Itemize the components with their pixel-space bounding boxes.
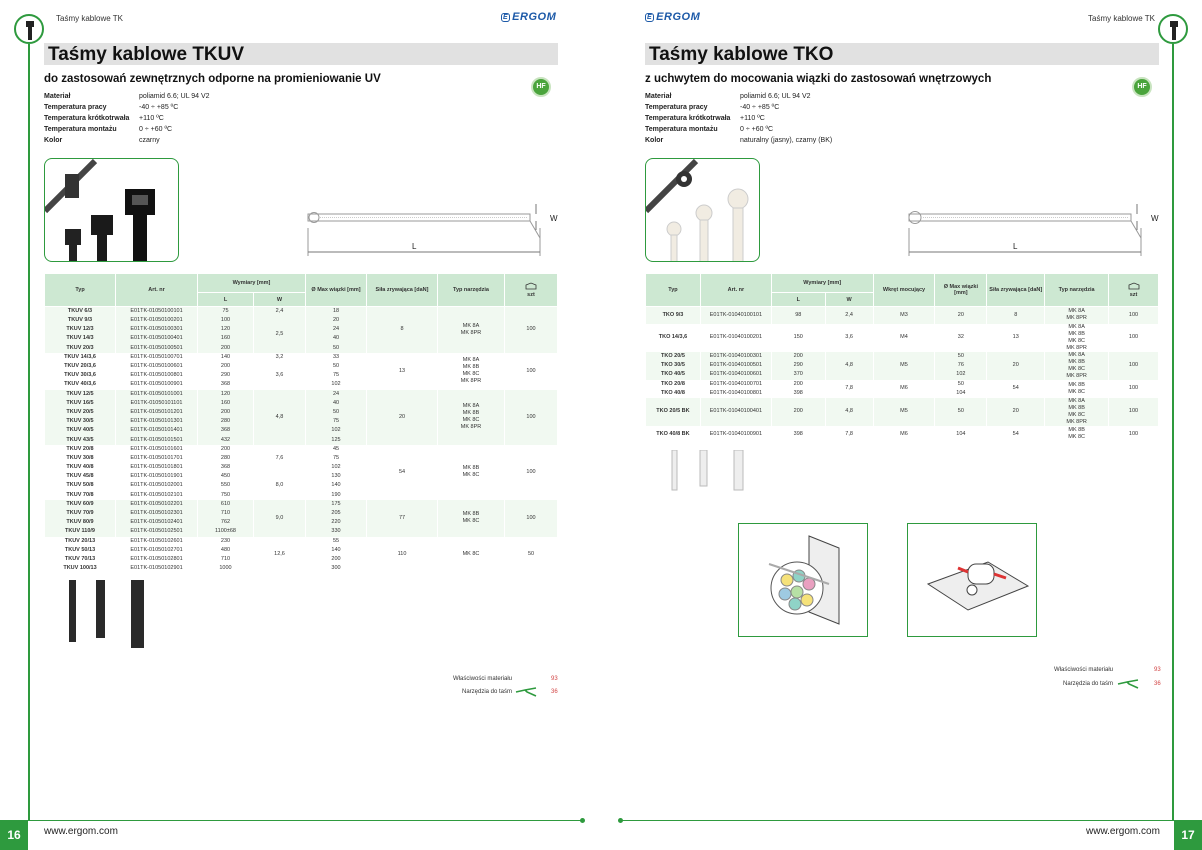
cell-art: E01TK-01040100801 <box>700 389 771 398</box>
cell-art: E01TK-01040100701 <box>700 380 771 389</box>
cell-typ: TKUV 80/9 <box>45 518 116 527</box>
cell-typ: TKUV 30/5 <box>45 417 116 426</box>
cell-typ: TKUV 100/13 <box>45 564 116 573</box>
cell-art: E01TK-01050102701 <box>116 546 198 555</box>
cell-l: 120 <box>198 325 254 334</box>
cell-l: 280 <box>198 454 254 463</box>
cell-szt: 100 <box>505 445 558 500</box>
cell-typ: TKUV 110/9 <box>45 527 116 536</box>
cell-l: 610 <box>198 500 254 509</box>
property-row: Temperatura krótkotrwała +110 ºC <box>645 115 765 122</box>
cell-w: 12,6 <box>254 537 306 574</box>
cell-l: 290 <box>771 361 825 370</box>
cell-l: 200 <box>771 398 825 426</box>
right-margin-line <box>1172 44 1174 820</box>
cell-typ: TKUV 14/3 <box>45 334 116 343</box>
cell-max: 205 <box>306 509 367 518</box>
cell-art: E01TK-01040100501 <box>700 361 771 370</box>
page-title: Taśmy kablowe TKO <box>645 43 1159 65</box>
cell-max: 75 <box>306 371 367 380</box>
cell-max: 20 <box>935 307 987 324</box>
page-subtitle: z uchwytem do mocowania wiązki do zastosowań wnętrzowych <box>645 73 992 85</box>
cell-max: 24 <box>306 390 367 399</box>
cell-typ: TKUV 20/5 <box>45 408 116 417</box>
cell-l: 120 <box>198 390 254 399</box>
col-sila: Siła zrywająca [daN] <box>987 274 1045 307</box>
cell-sila: 8 <box>367 307 438 353</box>
cell-szt: 100 <box>1109 398 1159 426</box>
col-narzedzie: Typ narzędzia <box>438 274 505 307</box>
table-row <box>45 307 558 317</box>
ergom-logo: E ERGOM <box>503 11 557 23</box>
cell-sila: 77 <box>367 500 438 537</box>
cell-typ: TKO 14/3,6 <box>646 324 701 352</box>
cell-l: 762 <box>198 518 254 527</box>
cell-typ: TKO 20/5 BK <box>646 398 701 426</box>
halogen-free-badge: HF <box>1132 77 1152 97</box>
footer-ref-material[interactable]: Właściwości materiału 93 <box>1054 667 1161 673</box>
cell-typ: TKUV 50/13 <box>45 546 116 555</box>
website-link[interactable]: www.ergom.com <box>1086 826 1160 837</box>
cell-max: 50 <box>935 398 987 426</box>
cell-l: 200 <box>198 362 254 371</box>
col-wymiary: Wymiary [mm] <box>771 274 873 293</box>
cell-szt: 100 <box>1109 324 1159 352</box>
cell-szt: 100 <box>1109 307 1159 324</box>
cell-max: 45 <box>306 445 367 454</box>
screw-mount-illustration <box>907 523 1037 637</box>
cell-max: 220 <box>306 518 367 527</box>
dimension-drawing <box>897 198 1162 264</box>
cell-l: 1000 <box>198 564 254 573</box>
cell-typ: TKUV 14/3,6 <box>45 353 116 362</box>
cell-max: 175 <box>306 500 367 509</box>
cell-art: E01TK-01050102501 <box>116 527 198 536</box>
cell-narzedzie: MK 8A MK 8PR <box>438 307 505 353</box>
cell-max: 50 <box>306 408 367 417</box>
col-max: Ø Max wiązki [mm] <box>306 274 367 307</box>
cell-art: E01TK-01050100101 <box>116 307 198 317</box>
cell-w: 4,8 <box>825 398 873 426</box>
cell-art: E01TK-01040100401 <box>700 398 771 426</box>
cell-l: 200 <box>198 445 254 454</box>
property-row: Temperatura montażu 0 ÷ +60 ºC <box>44 126 173 133</box>
cell-typ: TKUV 70/8 <box>45 491 116 500</box>
cell-w: 2,4 <box>254 307 306 317</box>
col-narzedzie: Typ narzędzia <box>1045 274 1109 307</box>
table-row <box>45 500 558 509</box>
package-icon <box>1128 282 1140 290</box>
cell-typ: TKO 40/8 BK <box>646 426 701 443</box>
cell-l: 200 <box>198 344 254 353</box>
cell-sila: 13 <box>987 324 1045 352</box>
cell-art: E01TK-01050102901 <box>116 564 198 573</box>
cell-w: 7,8 <box>825 426 873 443</box>
col-szt: szt <box>505 274 558 307</box>
cell-typ: TKUV 20/8 <box>45 445 116 454</box>
cell-typ: TKUV 45/8 <box>45 472 116 481</box>
table-row <box>646 380 1159 389</box>
cell-l: 550 <box>198 481 254 490</box>
cell-max: 190 <box>306 491 367 500</box>
cell-wkret: M5 <box>873 352 935 380</box>
cell-art: E01TK-01050101301 <box>116 417 198 426</box>
table-row <box>646 426 1159 443</box>
product-photo <box>645 158 760 262</box>
table-row <box>45 537 558 546</box>
cell-wkret: M5 <box>873 398 935 426</box>
cable-tie-icon <box>1158 14 1188 44</box>
cell-narzedzie: MK 8A MK 8B MK 8C MK 8PR <box>1045 398 1109 426</box>
cell-sila: 54 <box>367 445 438 500</box>
page-subtitle: do zastosowań zewnętrznych odporne na promieniowanie UV <box>44 73 381 85</box>
cell-narzedzie: MK 8B MK 8C <box>438 445 505 500</box>
cell-narzedzie: MK 8C <box>438 537 505 574</box>
cell-art: E01TK-01050100301 <box>116 325 198 334</box>
cell-w: 7,8 <box>825 380 873 398</box>
property-row: Temperatura pracy -40 ÷ +85 ºC <box>645 104 780 111</box>
cell-l: 98 <box>771 307 825 324</box>
cell-wkret: M3 <box>873 307 935 324</box>
footer-line-dot <box>580 818 585 823</box>
cell-art: E01TK-01050102401 <box>116 518 198 527</box>
cell-typ: TKO 9/3 <box>646 307 701 324</box>
header-section-title: Taśmy kablowe TK <box>1088 14 1155 23</box>
table-row <box>45 445 558 454</box>
cell-typ: TKUV 6/3 <box>45 307 116 317</box>
cell-max: 300 <box>306 564 367 573</box>
cell-art: E01TK-01040100101 <box>700 307 771 324</box>
cell-typ: TKUV 70/9 <box>45 509 116 518</box>
cell-max: 20 <box>306 316 367 325</box>
page-title: Taśmy kablowe TKUV <box>44 43 558 65</box>
right-page <box>601 0 1202 850</box>
tkuv-spec-table <box>44 273 558 573</box>
cell-art: E01TK-01050102601 <box>116 537 198 546</box>
cell-typ: TKUV 50/8 <box>45 481 116 490</box>
cell-narzedzie: MK 8A MK 8B MK 8C MK 8PR <box>438 353 505 390</box>
col-max: Ø Max wiązki [mm] <box>935 274 987 307</box>
cell-max: 32 <box>935 324 987 352</box>
cell-art: E01TK-01050102301 <box>116 509 198 518</box>
cell-szt: 100 <box>505 500 558 537</box>
cell-l: 398 <box>771 389 825 398</box>
cell-typ: TKUV 9/3 <box>45 316 116 325</box>
cell-l: 432 <box>198 435 254 444</box>
cell-sila: 20 <box>367 390 438 445</box>
property-row: Materiał poliamid 6.6; UL 94 V2 <box>44 93 210 100</box>
cell-art: E01TK-01050101701 <box>116 454 198 463</box>
cell-narzedzie: MK 8A MK 8B MK 8C MK 8PR <box>1045 324 1109 352</box>
table-row <box>646 324 1159 352</box>
cell-art: E01TK-01050101001 <box>116 390 198 399</box>
cell-typ: TKUV 20/13 <box>45 537 116 546</box>
cell-art: E01TK-01050101601 <box>116 445 198 454</box>
cell-szt: 100 <box>505 353 558 390</box>
cell-art: E01TK-01050100401 <box>116 334 198 343</box>
cell-typ: TKUV 40/3,6 <box>45 380 116 389</box>
cell-art: E01TK-01050101201 <box>116 408 198 417</box>
cell-max: 50 <box>306 362 367 371</box>
dimension-l-label: L <box>1013 242 1018 251</box>
cell-art: E01TK-01040100201 <box>700 324 771 352</box>
cell-max: 104 <box>935 389 987 398</box>
cell-max: 50 <box>935 380 987 389</box>
cell-typ: TKO 20/5 <box>646 352 701 361</box>
property-row: Temperatura montażu 0 ÷ +60 ºC <box>645 126 774 133</box>
cell-art: E01TK-01050100601 <box>116 362 198 371</box>
cell-art: E01TK-01050100701 <box>116 353 198 362</box>
cell-typ: TKUV 12/5 <box>45 390 116 399</box>
cell-l: 200 <box>771 380 825 389</box>
footer-line <box>620 820 1174 821</box>
cell-szt: 100 <box>1109 426 1159 443</box>
cell-max: 102 <box>306 426 367 435</box>
cell-art: E01TK-01050100901 <box>116 380 198 389</box>
cell-art: E01TK-01040100301 <box>700 352 771 361</box>
cell-art: E01TK-01050101501 <box>116 435 198 444</box>
cell-max: 140 <box>306 546 367 555</box>
cell-w: 9,0 <box>254 500 306 537</box>
dimension-drawing <box>296 198 561 264</box>
cell-w: 3,6 <box>254 362 306 390</box>
cell-max: 140 <box>306 481 367 490</box>
cell-sila: 20 <box>987 398 1045 426</box>
cell-szt: 100 <box>1109 352 1159 380</box>
cell-typ: TKUV 20/3 <box>45 344 116 353</box>
footer-ref-tools[interactable]: Narzędzia do taśm 36 <box>1063 681 1161 687</box>
table-row <box>45 353 558 362</box>
col-art: Art. nr <box>116 274 198 307</box>
cell-max: 40 <box>306 399 367 408</box>
cell-max: 50 <box>935 352 987 361</box>
cell-art: E01TK-01050100201 <box>116 316 198 325</box>
cell-l: 398 <box>771 426 825 443</box>
cell-l: 1100±68 <box>198 527 254 536</box>
cell-max: 75 <box>306 417 367 426</box>
cell-art: E01TK-01050102001 <box>116 481 198 490</box>
cell-wkret: M6 <box>873 380 935 398</box>
cell-art: E01TK-01050102801 <box>116 555 198 564</box>
footer-line-dot <box>618 818 623 823</box>
col-w: W <box>254 293 306 307</box>
cell-max: 102 <box>306 380 367 389</box>
cell-l: 280 <box>198 417 254 426</box>
tko-spec-table <box>645 273 1159 443</box>
cell-w: 4,8 <box>254 390 306 445</box>
cell-sila: 8 <box>987 307 1045 324</box>
cell-sila: 54 <box>987 380 1045 398</box>
cell-l: 370 <box>771 370 825 379</box>
cell-typ: TKO 40/5 <box>646 370 701 379</box>
properties-list <box>645 91 832 146</box>
halogen-free-badge: HF <box>531 77 551 97</box>
cell-typ: TKUV 40/8 <box>45 463 116 472</box>
cell-sila: 110 <box>367 537 438 574</box>
cell-l: 368 <box>198 463 254 472</box>
cell-narzedzie: MK 8A MK 8B MK 8C MK 8PR <box>1045 352 1109 380</box>
cell-l: 150 <box>771 324 825 352</box>
cell-w: 3,6 <box>825 324 873 352</box>
dimension-l-label: L <box>412 242 417 251</box>
cell-l: 368 <box>198 426 254 435</box>
cell-l: 75 <box>198 307 254 317</box>
cell-l: 100 <box>198 316 254 325</box>
col-sila: Siła zrywająca [daN] <box>367 274 438 307</box>
table-row <box>646 352 1159 361</box>
cell-max: 102 <box>306 463 367 472</box>
col-wkret: Wkręt mocujący <box>873 274 935 307</box>
cell-max: 104 <box>935 426 987 443</box>
page-number: 16 <box>0 820 28 850</box>
white-cable-ties-image <box>666 450 756 495</box>
cell-l: 200 <box>198 408 254 417</box>
cell-max: 76 <box>935 361 987 370</box>
cell-narzedzie: MK 8B MK 8C <box>1045 380 1109 398</box>
pliers-icon <box>515 687 537 697</box>
col-typ: Typ <box>45 274 116 307</box>
footer-ref-tools[interactable]: Narzędzia do taśm 36 <box>462 689 558 695</box>
black-cable-ties-image <box>65 580 155 650</box>
property-row: Temperatura pracy -40 ÷ +85 ºC <box>44 104 179 111</box>
cell-sila: 20 <box>987 352 1045 380</box>
cell-typ: TKUV 60/9 <box>45 500 116 509</box>
header-section-title: Taśmy kablowe TK <box>56 14 123 23</box>
cell-max: 50 <box>306 344 367 353</box>
dimension-w-label: W <box>1151 214 1159 223</box>
cell-max: 75 <box>306 454 367 463</box>
cell-w: 3,2 <box>254 353 306 362</box>
cell-typ: TKUV 20/3,6 <box>45 362 116 371</box>
cell-max: 18 <box>306 307 367 317</box>
col-l: L <box>771 293 825 307</box>
cell-max: 330 <box>306 527 367 536</box>
cell-szt: 100 <box>505 390 558 445</box>
product-photo <box>44 158 179 262</box>
cable-tie-icon <box>14 14 44 44</box>
cell-l: 290 <box>198 371 254 380</box>
cell-typ: TKUV 16/5 <box>45 399 116 408</box>
col-wymiary: Wymiary [mm] <box>198 274 306 293</box>
cell-max: 130 <box>306 472 367 481</box>
table-row <box>45 390 558 399</box>
cell-l: 710 <box>198 555 254 564</box>
ergom-logo: E ERGOM <box>647 11 701 23</box>
table-row <box>646 307 1159 324</box>
table-row <box>646 398 1159 426</box>
cell-art: E01TK-01050101401 <box>116 426 198 435</box>
properties-list <box>44 91 210 146</box>
cell-max: 200 <box>306 555 367 564</box>
cell-typ: TKUV 12/3 <box>45 325 116 334</box>
cell-typ: TKUV 30/8 <box>45 454 116 463</box>
col-szt: szt <box>1109 274 1159 307</box>
property-row: Materiał poliamid 6.6; UL 94 V2 <box>645 93 811 100</box>
col-w: W <box>825 293 873 307</box>
cell-l: 200 <box>771 352 825 361</box>
cell-max: 40 <box>306 334 367 343</box>
cell-szt: 50 <box>505 537 558 574</box>
cell-max: 55 <box>306 537 367 546</box>
col-l: L <box>198 293 254 307</box>
package-icon <box>525 282 537 290</box>
property-row: Kolor czarny <box>44 137 160 144</box>
cell-w: 8,0 <box>254 472 306 500</box>
cell-l: 450 <box>198 472 254 481</box>
property-row: Kolor naturalny (jasny), czarny (BK) <box>645 137 833 144</box>
cell-art: E01TK-01050100501 <box>116 344 198 353</box>
cell-art: E01TK-01050101901 <box>116 472 198 481</box>
col-typ: Typ <box>646 274 701 307</box>
pliers-icon <box>1117 679 1139 689</box>
bundle-mount-illustration <box>738 523 868 637</box>
cell-l: 160 <box>198 399 254 408</box>
cell-sila: 54 <box>987 426 1045 443</box>
cell-art: E01TK-01050101101 <box>116 399 198 408</box>
cell-l: 160 <box>198 334 254 343</box>
cell-wkret: M6 <box>873 426 935 443</box>
footer-ref-material[interactable]: Właściwości materiału 93 <box>453 676 558 682</box>
cell-l: 230 <box>198 537 254 546</box>
property-row: Temperatura krótkotrwała +110 ºC <box>44 115 164 122</box>
cell-w: 2,5 <box>254 316 306 353</box>
cell-w: 7,6 <box>254 445 306 473</box>
footer-line <box>28 820 582 821</box>
cell-l: 710 <box>198 509 254 518</box>
cell-wkret: M4 <box>873 324 935 352</box>
cell-typ: TKUV 43/5 <box>45 435 116 444</box>
cell-art: E01TK-01050101801 <box>116 463 198 472</box>
cell-l: 368 <box>198 380 254 389</box>
cell-l: 750 <box>198 491 254 500</box>
cell-art: E01TK-01050102201 <box>116 500 198 509</box>
page-number: 17 <box>1174 820 1202 850</box>
cell-max: 33 <box>306 353 367 362</box>
cell-narzedzie: MK 8B MK 8C <box>1045 426 1109 443</box>
cell-l: 140 <box>198 353 254 362</box>
cell-art: E01TK-01050102101 <box>116 491 198 500</box>
cell-max: 102 <box>935 370 987 379</box>
cell-typ: TKUV 30/3,6 <box>45 371 116 380</box>
cell-w: 4,8 <box>825 352 873 380</box>
cell-typ: TKUV 40/5 <box>45 426 116 435</box>
col-art: Art. nr <box>700 274 771 307</box>
cell-narzedzie: MK 8B MK 8C <box>438 500 505 537</box>
cell-w: 2,4 <box>825 307 873 324</box>
cell-narzedzie: MK 8A MK 8B MK 8C MK 8PR <box>438 390 505 445</box>
cell-l: 480 <box>198 546 254 555</box>
cell-narzedzie: MK 8A MK 8PR <box>1045 307 1109 324</box>
cell-typ: TKO 20/8 <box>646 380 701 389</box>
cell-szt: 100 <box>505 307 558 353</box>
dimension-w-label: W <box>550 214 558 223</box>
cell-szt: 100 <box>1109 380 1159 398</box>
cell-sila: 13 <box>367 353 438 390</box>
cell-art: E01TK-01040100601 <box>700 370 771 379</box>
cell-max: 125 <box>306 435 367 444</box>
cell-typ: TKO 40/8 <box>646 389 701 398</box>
cell-art: E01TK-01050100801 <box>116 371 198 380</box>
website-link[interactable]: www.ergom.com <box>44 826 118 837</box>
cell-art: E01TK-01040100901 <box>700 426 771 443</box>
cell-typ: TKO 30/5 <box>646 361 701 370</box>
cell-typ: TKUV 70/13 <box>45 555 116 564</box>
cell-max: 24 <box>306 325 367 334</box>
left-margin-line <box>28 44 30 820</box>
